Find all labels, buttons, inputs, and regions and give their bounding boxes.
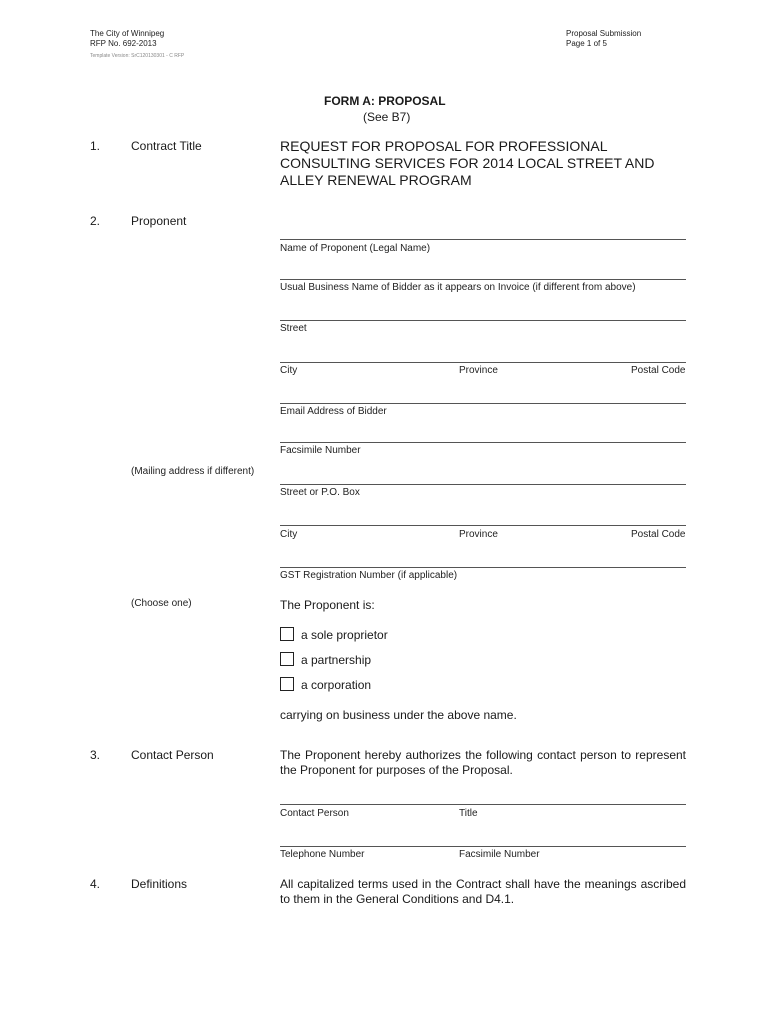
org-name: The City of Winnipeg xyxy=(90,29,165,38)
gst-line[interactable] xyxy=(280,567,686,568)
email-line[interactable] xyxy=(280,403,686,404)
sole-proprietor-label: a sole proprietor xyxy=(301,628,388,642)
corporation-label: a corporation xyxy=(301,678,372,692)
city2-line[interactable] xyxy=(280,525,686,526)
section-4-number: 4. xyxy=(90,877,101,891)
po-box-caption: Street or P.O. Box xyxy=(280,487,360,498)
proponent-is-label: The Proponent is: xyxy=(280,598,375,612)
section-2-number: 2. xyxy=(90,214,101,228)
section-1-number: 1. xyxy=(90,139,101,153)
po-box-line[interactable] xyxy=(280,484,686,485)
form-title: FORM A: PROPOSAL xyxy=(324,94,446,108)
postal2-caption: Postal Code xyxy=(631,529,686,540)
sole-proprietor-checkbox[interactable] xyxy=(280,627,294,641)
city-line[interactable] xyxy=(280,362,686,363)
contact-person-caption: Contact Person xyxy=(280,808,349,819)
carrying-text: carrying on business under the above name. xyxy=(280,708,517,722)
contact-fax-caption: Facsimile Number xyxy=(459,849,540,860)
telephone-line[interactable] xyxy=(280,846,686,847)
section-3-label: Contact Person xyxy=(131,748,214,762)
gst-caption: GST Registration Number (if applicable) xyxy=(280,570,458,581)
section-3-number: 3. xyxy=(90,748,101,762)
mailing-note: (Mailing address if different) xyxy=(131,466,255,477)
business-name-caption: Usual Business Name of Bidder as it appears on Invoice (if different from above) xyxy=(280,282,636,293)
email-caption: Email Address of Bidder xyxy=(280,406,387,417)
section-4-label: Definitions xyxy=(131,877,188,891)
city-caption: City xyxy=(280,365,298,376)
fax-caption: Facsimile Number xyxy=(280,445,361,456)
contract-title: REQUEST FOR PROPOSAL FOR PROFESSIONAL CONSULTING SERVICES FOR 2014 LOCAL STREET AND ALLEY RENEWAL PROGRAM xyxy=(280,138,655,188)
section-1-label: Contract Title xyxy=(131,139,202,153)
definitions-text: All capitalized terms used in the Contract shall have the meanings ascribed to them in the General Conditions and D4.1. xyxy=(280,877,686,906)
partnership-label: a partnership xyxy=(301,653,372,667)
province-caption: Province xyxy=(459,365,498,376)
street-caption: Street xyxy=(280,323,307,334)
contact-title-caption: Title xyxy=(459,808,478,819)
template-version: Template Version: SrC120130301 - C RFP xyxy=(90,53,185,59)
contact-text: The Proponent hereby authorizes the following contact person to represent the Proponent for purposes of the Proposal. xyxy=(280,748,686,777)
partnership-checkbox[interactable] xyxy=(280,652,294,666)
fax-line[interactable] xyxy=(280,442,686,443)
city2-caption: City xyxy=(280,529,298,540)
choose-note: (Choose one) xyxy=(131,598,192,609)
province2-caption: Province xyxy=(459,529,498,540)
name-line[interactable] xyxy=(280,239,686,240)
rfp-number: RFP No. 692-2013 xyxy=(90,39,157,48)
telephone-caption: Telephone Number xyxy=(280,849,365,860)
page-number: Page 1 of 5 xyxy=(566,39,607,48)
name-caption: Name of Proponent (Legal Name) xyxy=(280,243,431,254)
form-see: (See B7) xyxy=(363,110,411,124)
submission-label: Proposal Submission xyxy=(566,29,642,38)
corporation-checkbox[interactable] xyxy=(280,677,294,691)
postal-caption: Postal Code xyxy=(631,365,686,376)
street-line[interactable] xyxy=(280,320,686,321)
business-name-line[interactable] xyxy=(280,279,686,280)
section-2-label: Proponent xyxy=(131,214,187,228)
contact-person-line[interactable] xyxy=(280,804,686,805)
